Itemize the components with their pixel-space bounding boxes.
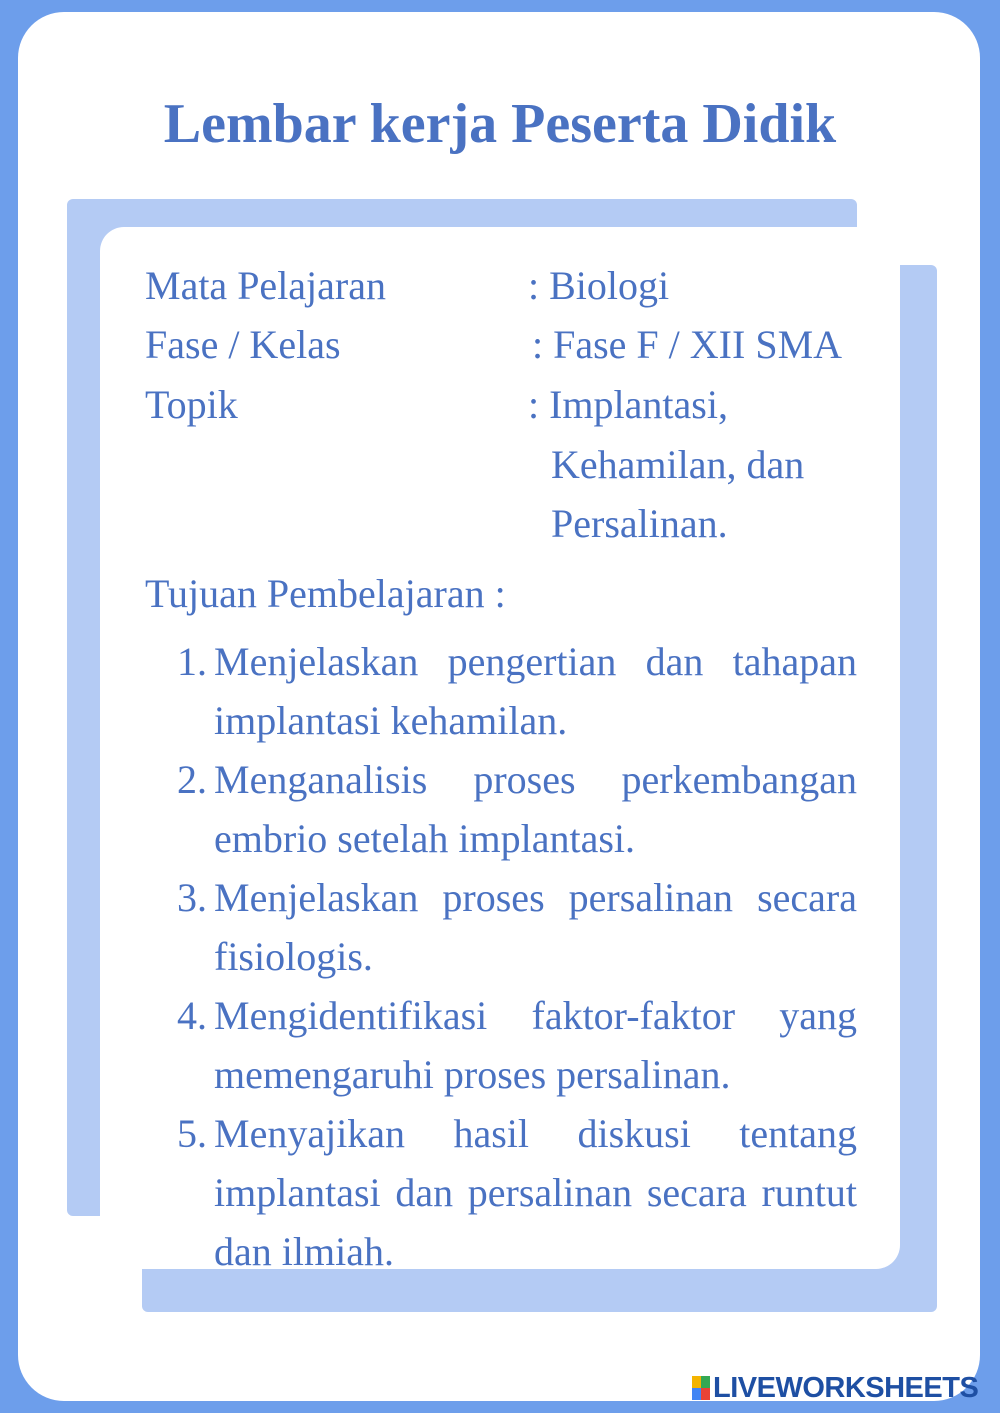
list-item	[177, 632, 857, 750]
list-item	[177, 1104, 857, 1281]
list-text: Menjelaskan pengertian dan tahapan implantasi kehamilan.	[214, 639, 857, 743]
list-text: Menyajikan hasil diskusi tentang implantasi dan persalinan secara runtut dan ilmiah.	[214, 1111, 857, 1274]
list-number: 2.	[177, 757, 207, 802]
list-number: 5.	[177, 1111, 207, 1156]
list-item	[177, 868, 857, 986]
goals-heading: Tujuan Pembelajaran :	[145, 571, 506, 616]
page-title: Lembar kerja Peserta Didik	[163, 93, 837, 155]
list-number: 4.	[177, 993, 207, 1038]
list-item	[177, 750, 857, 868]
info-value: : Biologi	[528, 263, 670, 308]
info-value-continued: Kehamilan, dan	[551, 442, 805, 487]
info-value: : Fase F / XII SMA	[532, 322, 843, 367]
brand-name: LIVEWORKSHEETS	[713, 1371, 979, 1404]
list-text: Menjelaskan proses persalinan secara fisiologis.	[214, 875, 857, 979]
info-label: Mata Pelajaran	[145, 263, 386, 308]
list-number: 3.	[177, 875, 207, 920]
liveworksheets-icon	[692, 1376, 710, 1400]
info-value: : Implantasi,	[528, 382, 728, 427]
info-value-continued: Persalinan.	[551, 501, 728, 546]
goals-list	[177, 632, 857, 1281]
info-label: Fase / Kelas	[145, 322, 341, 367]
liveworksheets-logo	[692, 1372, 978, 1404]
list-text: Mengidentifikasi faktor-faktor yang memengaruhi proses persalinan.	[214, 993, 857, 1097]
list-number: 1.	[177, 639, 207, 684]
list-item	[177, 986, 857, 1104]
list-text: Menganalisis proses perkembangan embrio setelah implantasi.	[214, 757, 857, 861]
info-label: Topik	[145, 382, 238, 427]
